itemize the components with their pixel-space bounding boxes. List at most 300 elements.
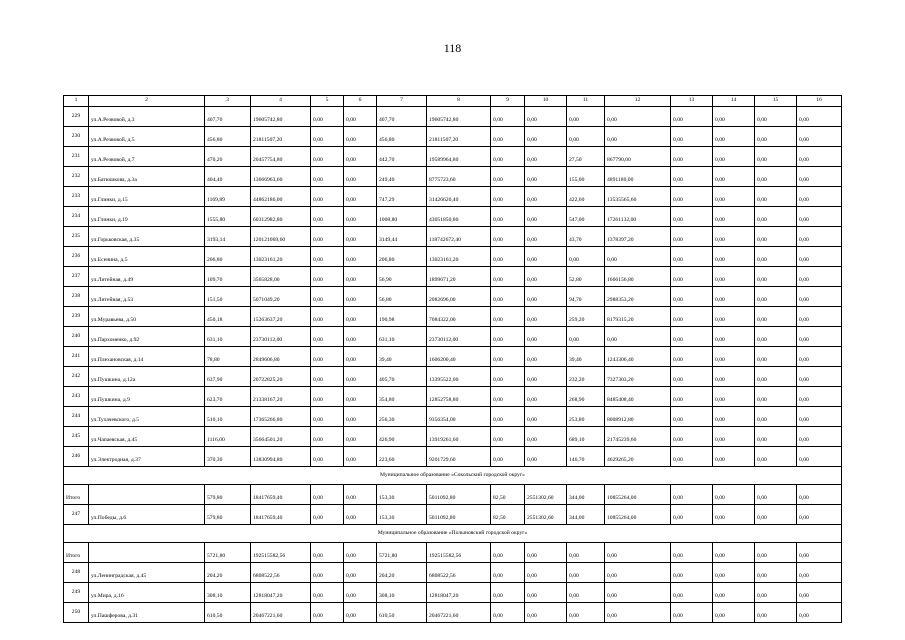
table-cell: 44862186,00 [251,187,311,207]
table-cell: 0,00 [344,207,377,227]
table-cell: 0,00 [344,147,377,167]
table-cell: 0,00 [755,543,797,563]
table-cell: 0,00 [671,227,713,247]
table-cell: 238 [64,287,89,307]
table-cell: 344,00 [567,485,605,505]
table-cell: 0,00 [311,167,344,187]
table-cell: ул.Муравьева, д.50 [89,307,205,327]
table-cell: 456,80 [377,127,427,147]
table-cell: 0,00 [671,347,713,367]
table-cell: 0,00 [311,107,344,127]
table-cell: 0,00 [311,147,344,167]
table-cell: 0,00 [797,307,842,327]
table-cell: 0,00 [525,107,567,127]
table-cell: 17261132,00 [605,207,671,227]
table-cell: 0,00 [525,427,567,447]
table-cell: 610,50 [205,603,251,623]
table-cell: 13830994,80 [251,447,311,467]
table-cell: 8 [427,96,491,107]
table-cell: 232,20 [567,367,605,387]
table-cell: 109,70 [205,267,251,287]
table-cell: 1116,00 [205,427,251,447]
table-cell: 0,00 [491,427,525,447]
table-cell: 0,00 [797,367,842,387]
table-cell: Итого [64,543,89,563]
table-cell: 230 [64,127,89,147]
table-cell: 10855264,00 [605,485,671,505]
table-cell: 0,00 [671,127,713,147]
table-cell: 12852758,80 [427,387,491,407]
table-cell: 0,00 [491,603,525,623]
table-cell: 0,00 [797,583,842,603]
table-cell: 15263637,20 [251,307,311,327]
table-cell: 0,00 [491,543,525,563]
table-cell: 0,00 [311,287,344,307]
table-cell: 2551302,60 [525,485,567,505]
table-cell: 240 [64,327,89,347]
table-cell: 0,00 [344,107,377,127]
table-cell: 0,00 [311,307,344,327]
table-cell: 5071049,20 [251,287,311,307]
table-cell: 0,00 [344,603,377,623]
table-cell: 0,00 [797,227,842,247]
table-cell: 0,00 [491,207,525,227]
table-cell: 0,00 [311,267,344,287]
table-cell: ул.Батюшкова, д.3а [89,167,205,187]
table-cell: 0,00 [755,327,797,347]
table-cell: 204,20 [377,563,427,583]
table-cell: 0,00 [755,603,797,623]
table-cell: 249 [64,583,89,603]
table-cell: 308,10 [205,583,251,603]
table-cell: ул.А.Резвовой, д.7 [89,147,205,167]
table-cell: 0,00 [797,107,842,127]
table-cell: 0,00 [755,427,797,447]
table-row [64,427,842,447]
table-cell: 0,00 [491,287,525,307]
table-cell: 0,00 [311,447,344,467]
table-cell: 43051850,80 [427,207,491,227]
table-cell: 0,00 [755,247,797,267]
table-row [64,187,842,207]
table-cell: 13535565,60 [605,187,671,207]
table-cell: 0,00 [671,167,713,187]
table-cell: 0,00 [755,227,797,247]
table-cell: 0,00 [797,187,842,207]
table-cell: 0,00 [525,543,567,563]
table-cell: 13023161,20 [251,247,311,267]
table-cell: 0,00 [671,387,713,407]
table-row [64,347,842,367]
table-cell: 14 [713,96,755,107]
table-cell: 0,00 [567,327,605,347]
table-cell: 0,00 [525,583,567,603]
table-cell: 21811507,20 [251,127,311,147]
table-cell: 0,00 [713,367,755,387]
table-cell: 1 [64,96,89,107]
table-cell: ул.Пархоменко, д.92 [89,327,205,347]
table-row [64,287,842,307]
table-cell: 0,00 [525,267,567,287]
table-cell: 0,00 [344,583,377,603]
table-cell: 0,00 [755,307,797,327]
table-cell: 747,29 [377,187,427,207]
table-cell: 610,50 [377,603,427,623]
table-cell: 0,00 [311,505,344,525]
table-cell: 0,00 [491,107,525,127]
table-cell: 1606200,40 [427,347,491,367]
table-cell: ул.Пушкина, д.9 [89,387,205,407]
table-cell: 5011092,80 [427,505,491,525]
table-cell: 0,00 [755,167,797,187]
table-cell: 0,00 [797,505,842,525]
table-cell: 0,00 [755,367,797,387]
table-cell: 6808522,56 [251,563,311,583]
table-cell: 0,00 [755,287,797,307]
table-row [64,367,842,387]
table-cell: 0,00 [755,505,797,525]
table-cell: 0,00 [713,447,755,467]
table-cell: 0,00 [713,387,755,407]
table-cell: 236 [64,247,89,267]
table-cell: 19605742,80 [251,107,311,127]
table-cell: 370,30 [205,447,251,467]
table-cell: 0,00 [344,447,377,467]
table-cell: 0,00 [713,563,755,583]
table-cell: 259,20 [567,307,605,327]
table-cell: 239 [64,307,89,327]
table-cell: 0,00 [797,543,842,563]
table-cell: 243 [64,387,89,407]
table-cell: 0,00 [491,327,525,347]
table-cell: 0,00 [605,107,671,127]
table-cell: ул.Горьковская, д.35 [89,227,205,247]
table-row [64,127,842,147]
table-cell: 0,00 [797,247,842,267]
table-cell: 422,60 [567,187,605,207]
table-cell: 0,00 [797,407,842,427]
table-cell: 2 [89,96,205,107]
table-cell: 6808522,56 [427,563,491,583]
table-cell: 0,00 [525,447,567,467]
table-cell: 0,00 [525,187,567,207]
table-cell: 19605742,80 [427,107,491,127]
table-cell: 13919261,60 [427,427,491,447]
table-cell: 0,00 [797,603,842,623]
table-cell: 0,00 [671,367,713,387]
table-cell: 31426620,40 [427,187,491,207]
table-cell: 0,00 [755,207,797,227]
table-cell: 0,00 [713,583,755,603]
table-cell: 60312982,80 [251,207,311,227]
table-cell: 233 [64,187,89,207]
table-cell: 0,00 [713,127,755,147]
table-cell: 0,00 [344,387,377,407]
table-cell: 0,00 [797,327,842,347]
table-cell: 206,80 [205,247,251,267]
table-cell: 0,00 [605,583,671,603]
table-cell: 0,00 [671,485,713,505]
table-cell: 43,70 [567,227,605,247]
table-cell: 223,60 [377,447,427,467]
table-cell: 0,00 [525,227,567,247]
table-cell: 10 [525,96,567,107]
table-cell: 0,00 [605,543,671,563]
table-cell: 0,00 [567,247,605,267]
table-cell: 1899671,20 [427,267,491,287]
table-cell: 52,80 [567,267,605,287]
table-cell: 9356354,00 [427,407,491,427]
table-cell: 0,00 [525,287,567,307]
table-cell: 0,00 [797,147,842,167]
total-row [64,543,842,563]
table-cell: Итого [64,485,89,505]
table-cell: 237 [64,267,89,287]
table-cell: 0,00 [344,127,377,147]
table-cell: 0,00 [713,227,755,247]
table-cell: 0,00 [797,347,842,367]
table-cell: 0,00 [344,485,377,505]
table-row [64,167,842,187]
table-row [64,447,842,467]
table-cell: 0,00 [311,367,344,387]
table-cell: 2551302,60 [525,505,567,525]
table-cell: 153,30 [377,505,427,525]
table-cell: 94,70 [567,287,605,307]
table-cell: 1169,89 [205,187,251,207]
table-cell: 0,00 [671,247,713,267]
table-cell: 0,00 [713,427,755,447]
table-cell: 9201729,60 [427,447,491,467]
table-cell: 5011092,80 [427,485,491,505]
table-cell: 56,80 [377,287,427,307]
table-cell: 155,00 [567,167,605,187]
table-cell: 0,00 [344,543,377,563]
table-cell: 0,00 [344,327,377,347]
table-cell: 0,00 [755,127,797,147]
table-cell: 0,00 [344,427,377,447]
table-cell: 407,70 [377,107,427,127]
table-cell: 0,00 [344,247,377,267]
table-cell: 241 [64,347,89,367]
table-row [64,307,842,327]
table-cell: 250 [64,603,89,623]
table-cell: 0,00 [311,127,344,147]
table-cell: 0,00 [311,543,344,563]
table-cell: ул.А.Резвовой, д.3 [89,107,205,127]
table-cell: 1243306,40 [605,347,671,367]
table-cell: 0,00 [713,543,755,563]
table-cell: 0,00 [344,267,377,287]
table-cell: 0,00 [797,563,842,583]
table-cell: 0,00 [525,367,567,387]
table-cell: 11 [567,96,605,107]
table-cell: 0,00 [797,167,842,187]
table-cell: 0,00 [491,387,525,407]
table-cell: ул.Электродная, д.37 [89,447,205,467]
table-cell: 5 [311,96,344,107]
table-cell: 0,00 [797,287,842,307]
table-cell: 0,00 [491,447,525,467]
table-cell: 426,90 [377,427,427,447]
table-row [64,267,842,287]
table-cell: 0,00 [713,267,755,287]
table-cell: 0,00 [797,207,842,227]
table-cell: 0,00 [491,127,525,147]
table-cell: 23730112,00 [427,327,491,347]
table-cell: 0,00 [344,167,377,187]
table-cell: ул.Глинки, д.19 [89,207,205,227]
table-cell: 470,20 [205,147,251,167]
table-cell: 245 [64,427,89,447]
table-cell: 0,00 [713,147,755,167]
table-cell: 39,40 [377,347,427,367]
table-cell: 0,00 [344,187,377,207]
table-cell: 35664501,20 [251,427,311,447]
table-cell: 637,90 [205,367,251,387]
table-cell: 689,10 [567,427,605,447]
table-cell: 0,00 [525,563,567,583]
table-cell: 1378397,20 [605,227,671,247]
table-cell: 0,00 [525,407,567,427]
table-cell: 0,00 [311,327,344,347]
section-header-row [64,525,842,543]
table-cell: 2988353,20 [605,287,671,307]
table-cell: ул.А.Резвовой, д.5 [89,127,205,147]
table-cell: 3 [205,96,251,107]
table-cell: 0,00 [713,485,755,505]
section-header-row [64,467,842,485]
table-cell: 10855264,00 [605,505,671,525]
table-cell: 3565828,00 [251,267,311,287]
table-cell: 0,00 [755,583,797,603]
table-cell: 0,00 [671,505,713,525]
table-cell: 0,00 [755,387,797,407]
table-cell: 20467221,60 [427,603,491,623]
table-cell: 19589964,80 [427,147,491,167]
table-cell: 0,00 [525,167,567,187]
table-cell: 21338167,20 [251,387,311,407]
table-cell: 0,00 [525,247,567,267]
table-cell: 0,00 [671,563,713,583]
table-cell: 0,00 [491,563,525,583]
table-cell: 0,00 [671,543,713,563]
table-cell: 0,00 [713,347,755,367]
table-cell: 5721,80 [205,543,251,563]
table-cell: 0,00 [567,127,605,147]
table-cell: 82,50 [491,485,525,505]
table-cell: 0,00 [755,107,797,127]
table-cell: 0,00 [755,563,797,583]
table-cell: 405,70 [377,367,427,387]
table-cell: 0,00 [755,147,797,167]
table-cell: 151,50 [205,287,251,307]
table-cell: 0,00 [755,347,797,367]
table-cell: 0,00 [525,207,567,227]
table-cell: 0,00 [605,327,671,347]
table-cell: ул.Глинки, д.15 [89,187,205,207]
table-cell: 0,00 [797,427,842,447]
table-cell [89,485,205,505]
table-cell: 0,00 [605,247,671,267]
table-cell: 0,00 [567,583,605,603]
table-cell: 0,00 [713,207,755,227]
table-cell: 4629265,20 [605,447,671,467]
table-cell: 0,00 [491,307,525,327]
table-cell: 631,10 [205,327,251,347]
table-cell: 0,00 [797,485,842,505]
table-cell: 82,50 [491,505,525,525]
table-cell: 407,70 [205,107,251,127]
table-cell: 120121069,60 [251,227,311,247]
table-cell: 246 [64,447,89,467]
table-cell: 0,00 [671,207,713,227]
table-cell: 0,00 [311,207,344,227]
table-cell: 2849606,80 [251,347,311,367]
table-cell: 18417659,40 [251,485,311,505]
table-cell: 510,10 [205,407,251,427]
table-cell: 192515582,56 [251,543,311,563]
table-cell: 0,00 [344,347,377,367]
table-cell: 234 [64,207,89,227]
table-cell: 404,40 [205,167,251,187]
table-cell: 0,00 [344,287,377,307]
table-cell: 118742672,40 [427,227,491,247]
column-number-row [64,96,842,107]
table-cell: 13023161,20 [427,247,491,267]
table-cell: 0,00 [671,327,713,347]
table-cell: 232 [64,167,89,187]
table-cell: 547,00 [567,207,605,227]
table-cell: 7084322,00 [427,307,491,327]
table-cell: 192515582,56 [427,543,491,563]
table-cell: 0,00 [525,603,567,623]
table-cell: 623,70 [205,387,251,407]
section-title: Муниципальное образование «Полыновский городской округ» [64,525,842,543]
table-cell: ул.Чапаевская, д.45 [89,427,205,447]
table-cell: 17365266,80 [251,407,311,427]
table-cell: 4 [251,96,311,107]
table-row [64,583,842,603]
table-cell: 0,00 [567,543,605,563]
table-cell: 867790,00 [605,147,671,167]
table-cell: 21745239,60 [605,427,671,447]
table-cell: 7 [377,96,427,107]
table-cell: 0,00 [344,407,377,427]
table-cell: 0,00 [713,167,755,187]
table-cell: ул.Пушкина, д.12а [89,367,205,387]
table-cell: 0,00 [605,563,671,583]
table-cell: 0,00 [713,107,755,127]
table-cell: 8008912,80 [605,407,671,427]
table-cell: 0,00 [311,485,344,505]
table-cell: 0,00 [671,407,713,427]
table-cell: 242 [64,367,89,387]
table-cell: 20457754,80 [251,147,311,167]
table-cell: 0,00 [671,427,713,447]
table-cell: 0,00 [311,427,344,447]
table-cell: 248 [64,563,89,583]
table-cell: 0,00 [671,147,713,167]
table-cell: ул.Литейная, д.49 [89,267,205,287]
table-cell: 15 [755,96,797,107]
table-cell: 20722825,20 [251,367,311,387]
table-cell: 0,00 [525,147,567,167]
table-cell: 12 [605,96,671,107]
table-cell: 13666963,60 [251,167,311,187]
table-cell: 0,00 [311,563,344,583]
table-cell: 3149,44 [377,227,427,247]
